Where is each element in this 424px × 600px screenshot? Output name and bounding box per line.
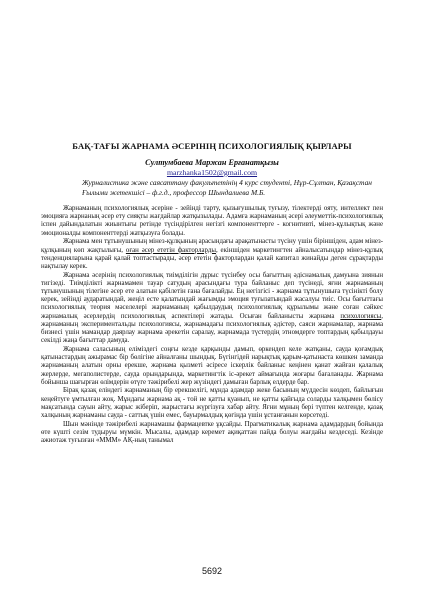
underlined-phrase: психологиясы	[340, 312, 382, 320]
body-paragraph: Бірақ қазақ еліндегі жарнаманың бір ерекшелігі, мұнда адамдар жеке басының мүддесін көздеп, байлығын кеңейтуге ұмтылған жоқ. Мұндағы жарнама ақ - той не қатты қуанып, не қатты қайғыда соларды халқымен бөлісу мақсатында сауын айту, жарыс жіберіп, жарыстағы жүргізуға хабар айту. Яғни мұның бері түптен келгенде, қазақ халқының жарнаманы сауда - саттық үшін емес, бауырмалдық қөгіңда үшін ұстанғанын көрсетеді.	[41, 387, 383, 420]
page-number: 5692	[201, 566, 223, 576]
paper-title: БАҚ-ТАҒЫ ЖАРНАМА ӘСЕРІНІҢ ПСИХОЛОГИЯЛЫҚ ҚЫРЛАРЫ	[72, 141, 352, 151]
body-paragraph: Жарнама саласының еліміздегі соңғы кезде қарқынды дамып, өркендеп келе жатқаны, сауда қоғамдық қатынастардың ажырамас бір бөлігіне айналғаны шындық. Бүгінгідей нарықтық қарым-қатынаста көшкен заманда жарнаманың алатын орны ерекше, жарнама қызметі әсіресе іскерлік байланыс кеңінен қанат жайған қалалық жерлерде, мегаполистерде, сауда орындарында, маркетингтік іс-әрекет аймағында жоғары бағаланады. Жарнама бойынша шағырған өлімдерін өтүге тәжірибелі жер жүзіндегі дамыған барлық елдерде бар.	[41, 345, 383, 386]
author-name: Султумбаева Маржан Ерғанатқызы	[145, 158, 279, 167]
body-paragraph: Жарнама мен тұтынушының мінез-құлқының арасындағы арақатынасты түсіну үшін біріншіден, адам мінез-құлқының көп жақтылығы, оған әсер ететін факторларды, екіншіден маркетингтен айналысатындар мінез-құлық тенденцияларына қарай қалай топтастырады, әсер ететін факторлардан қалай капитал жинайды деген сұрақтарды нақтылау керек.	[41, 238, 383, 270]
author-email-link[interactable]: marzhanka1502@gmail.com	[166, 168, 258, 177]
article-body	[41, 205, 383, 446]
author-affiliation	[82, 178, 404, 197]
affiliation-line: Ғылыми жетекшісі – ф.г.д., профессор Шындалиева М.Б.	[82, 187, 266, 197]
body-paragraph: Жарнаманың психологиялық әсеріне - зейінді тарту, қызығушылық туғызу, тілектерді ояту, интеллект пен эмоцияға жарнаның әсер ету сияқты жағдайлар жатқызылады. Адамға жарнаманың әсері әлеуметтік-психологиялық іспен дайындалатын жиынтығы ретінде түсіндірілген негізгі компоненттерге - когнитивті, мінез-құлықтық және эмоционалды компоненттерді жатқызуға болады.	[41, 205, 383, 237]
underlined-phrase: оған әсер ететін факторларды	[125, 246, 216, 254]
affiliation-line: Журналистика және саясаттану факультетінің 4 курс студенті, Нұр-Сұлтан, Қазақстан	[82, 178, 372, 187]
body-paragraph: Жарнама әсерінің психологиялық тиімділігін дұрыс түсінбеу осы бағыттың әдіснамалық дамуына зиянын тигізеді. Тиімділікті жарнамамен тауар сатудың арасындағы тура байланыс деп түсінеді, яғни жарнаманың тұтынушының тілегіне әсер ете алатын қабілетін ғана бағалайды. Ең негізгісі - жарнама тұтынушыға түсінікті болу керек, зейінді аударатындай, жеңіл есте қалатындай жағымды эмоция туғызатындай жасалуы тиіс. Осы бағыттағы психологиялық теория мәселелері жарнаманың қабылдаудың психологиялық құрылымы және соған сәйкес жарнамалық әсерлердің психологиялық аспектілері жатады. Осыған байланысты жарнама психологиясы, жарнаманың экспериментальды психологиясы, жарнамадағы психологиялық әдістер, саяси жарнамалар, жарнама бизнесі үшін мамандар даярлау жарнама әрекетін саралау, жарнамада түстердің этномдерге топтардың қабылдауы секілді жаңа бағыттар дамуда.	[41, 271, 383, 345]
body-paragraph: Шын мәнінде тәжірибелі жарнамашы фармацевтке ұқсайды. Прагматикалық жарнама адамдардың бойында өте күшті сезім тудыруы мүмкін. Мысалы, адамдар керемет ақиқаттан пайда болуы жағдайы кездеседі. Кезінде ажиотаж туғызған «МММ» АҚ-ның танымал	[41, 420, 383, 445]
